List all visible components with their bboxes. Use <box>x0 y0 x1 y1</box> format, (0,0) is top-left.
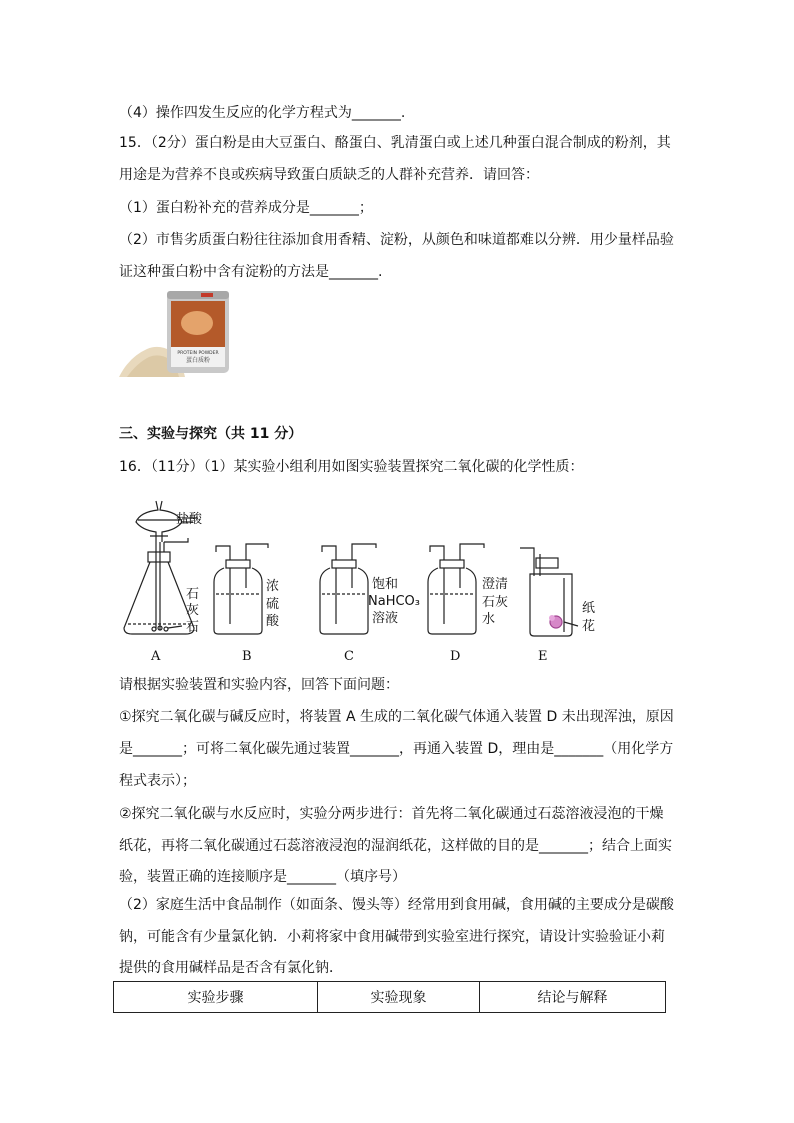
can-label-english: PROTEIN POWDER <box>177 351 219 356</box>
q15-part1: （1）蛋白粉补充的营养成分是_______； <box>119 200 373 216</box>
header-conclusion: 结论与解释 <box>480 982 666 1013</box>
section-3-title: 三、实验与探究（共 11 分） <box>119 426 303 442</box>
funnel-label: 盐酸 <box>176 512 203 527</box>
q15-stem-line1: 15．（2分）蛋白粉是由大豆蛋白、酪蛋白、乳清蛋白或上述几种蛋白混合制成的粉剂，其 <box>119 135 671 151</box>
apparatus-b <box>214 544 280 664</box>
c-reagent-3: 溶液 <box>372 611 399 626</box>
can-label-chinese: 蛋白质粉 <box>185 357 211 364</box>
header-observations: 实验现象 <box>318 982 480 1013</box>
a-reagent-1: 石 <box>186 587 200 602</box>
q16-part2-line1: （2）家庭生活中食品制作（如面条、馒头等）经常用到食用碱，食用碱的主要成分是碳酸 <box>119 897 674 913</box>
d-reagent-1: 澄清 <box>482 577 509 592</box>
b-reagent-3: 酸 <box>266 614 280 629</box>
q16-c1-line2: 是_______；可将二氧化碳先通过装置_______，再通入装置 D，理由是_______（用化学方 <box>119 741 674 757</box>
q15-part2-line2: 证这种蛋白粉中含有淀粉的方法是_______. <box>119 264 383 280</box>
protein-powder-image <box>119 287 233 379</box>
q16-prompt: 请根据实验装置和实验内容，回答下面问题： <box>119 677 399 693</box>
q16-c2-line3: 验，装置正确的连接顺序是_______（填序号） <box>119 869 406 885</box>
label-b: B <box>242 649 252 664</box>
label-d: D <box>450 649 461 664</box>
q16-c2-line1: ②探究二氧化碳与水反应时，实验分两步进行：首先将二氧化碳通过石蕊溶液浸泡的干燥 <box>119 806 664 822</box>
q16-c2-line2: 纸花，再将二氧化碳通过石蕊溶液浸泡的湿润纸花，这样做的目的是_______；结合上面实 <box>119 838 672 854</box>
apparatus-e <box>520 548 595 664</box>
experiment-table <box>113 981 666 1013</box>
label-a: A <box>151 649 161 664</box>
e-reagent-2: 花 <box>582 619 596 634</box>
label-c: C <box>344 649 354 664</box>
q15-part2-line1: （2）市售劣质蛋白粉往往添加食用香精、淀粉，从颜色和味道都难以分辨．用少量样品验 <box>119 232 674 248</box>
e-reagent-1: 纸 <box>582 601 596 616</box>
label-e: E <box>538 649 548 664</box>
q16-part2-line3: 提供的食用碱样品是否含有氯化钠． <box>119 960 343 976</box>
c-reagent-2: NaHCO₃ <box>368 594 420 609</box>
b-reagent-2: 硫 <box>266 597 280 612</box>
q16-part2-line2: 钠，可能含有少量氯化钠．小莉将家中食用碱带到实验室进行探究，请设计实验验证小莉 <box>119 929 665 945</box>
q16-c1-line1: ①探究二氧化碳与碱反应时，将装置 A 生成的二氧化碳气体通入装置 D 未出现浑浊，原因 <box>119 709 674 725</box>
header-steps: 实验步骤 <box>114 982 318 1013</box>
a-reagent-3: 石 <box>186 620 200 635</box>
q14-part4: （4）操作四发生反应的化学方程式为_______. <box>119 105 406 121</box>
q16-intro: 16．（11分）（1）某实验小组利用如图实验装置探究二氧化碳的化学性质： <box>119 459 584 475</box>
q16-c1-line3: 程式表示）； <box>119 773 196 789</box>
apparatus-d <box>428 544 508 664</box>
a-reagent-2: 灰 <box>186 603 200 618</box>
c-reagent-1: 饱和 <box>372 577 399 592</box>
q15-stem-line2: 用途是为营养不良或疾病导致蛋白质缺乏的人群补充营养．请回答： <box>119 167 539 183</box>
table-header-row <box>114 982 666 1013</box>
apparatus-a <box>124 501 203 664</box>
d-reagent-3: 水 <box>482 612 496 627</box>
experiment-apparatus-diagram <box>118 498 638 666</box>
b-reagent-1: 浓 <box>266 579 280 594</box>
d-reagent-2: 石灰 <box>482 595 509 610</box>
apparatus-c <box>320 544 420 664</box>
